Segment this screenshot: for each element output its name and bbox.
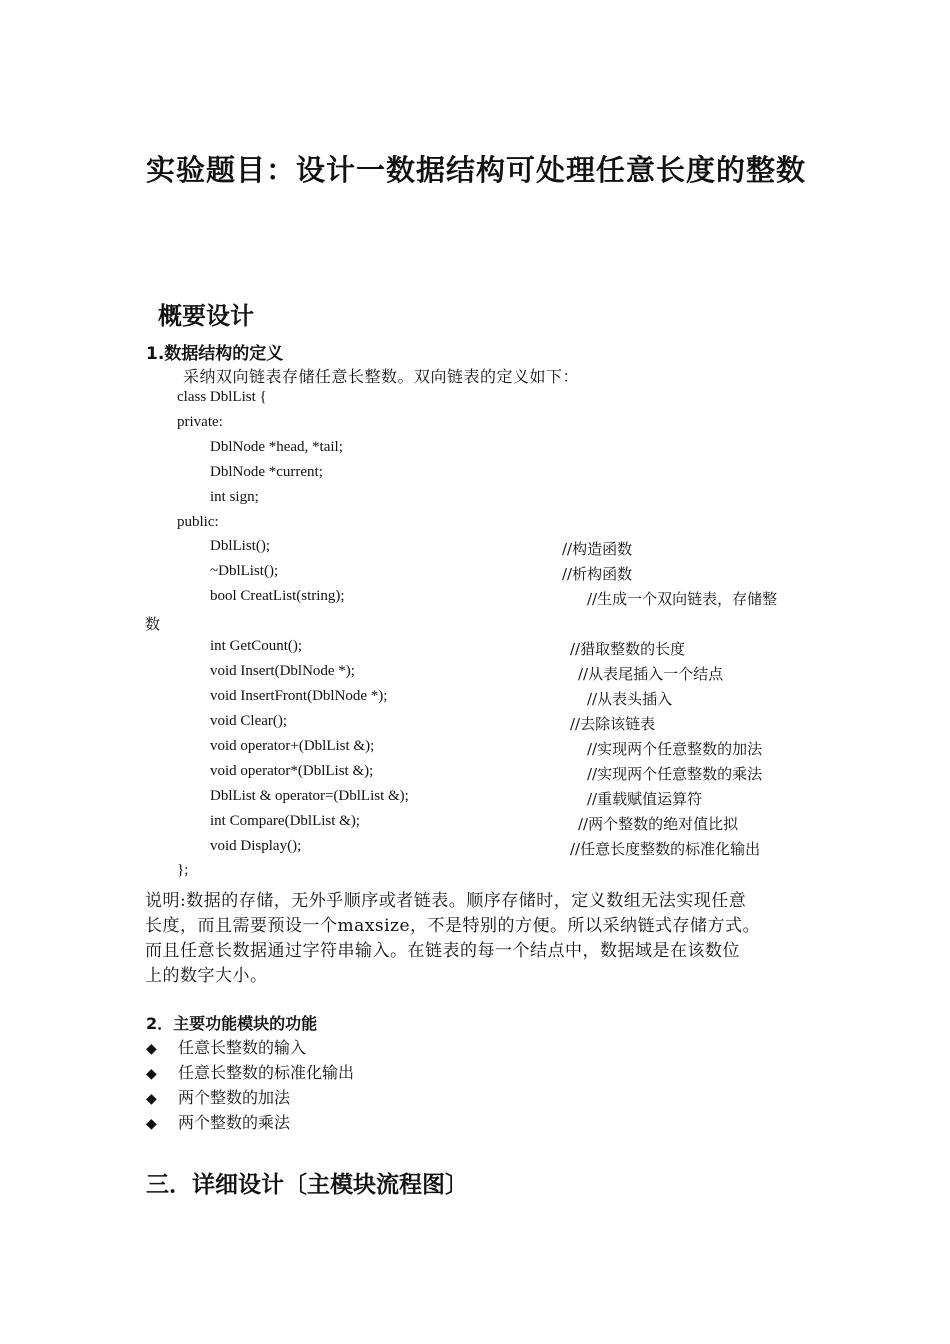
list-item-label: 两个整数的加法: [178, 1088, 291, 1107]
code-comment: //构造函数: [562, 540, 633, 558]
code-line: void Display();: [210, 838, 302, 854]
code-line: void Insert(DblNode *);: [210, 663, 355, 679]
list-item-label: 任意长整数的输入: [178, 1038, 307, 1057]
section1-heading: 1.数据结构的定义: [146, 344, 284, 364]
list-item-label: 两个整数的乘法: [178, 1113, 291, 1132]
code-line: ~DblList();: [210, 563, 279, 579]
code-line-wrap: 数: [145, 615, 161, 633]
code-line: void operator+(DblList &);: [210, 738, 375, 754]
section3-heading: 三．详细设计〔主模块流程图〕: [146, 1172, 468, 1198]
explanation-line: 上的数字大小。: [145, 966, 268, 986]
code-comment: //猎取整数的长度: [570, 640, 686, 658]
code-line: void operator*(DblList &);: [210, 763, 374, 779]
code-line: DblNode *current;: [210, 464, 323, 480]
list-item: [146, 1085, 290, 1108]
document-title: 实验题目：设计一数据结构可处理任意长度的整数: [146, 153, 807, 187]
code-line: public:: [177, 514, 219, 530]
diamond-bullet-icon: ◆: [146, 1116, 157, 1132]
code-comment: //两个整数的绝对值比拟: [578, 815, 739, 833]
code-comment: //实现两个任意整数的乘法: [587, 765, 763, 783]
explanation-line: 长度，而且需要预设一个maxsize，不是特别的方便。所以采纳链式存储方式。: [145, 916, 761, 936]
code-comment: //重载赋值运算符: [587, 790, 703, 808]
code-line: void Clear();: [210, 713, 288, 729]
code-line: };: [177, 862, 189, 878]
code-line: class DblList {: [177, 389, 267, 405]
overview-heading: 概要设计: [158, 302, 254, 330]
code-line: DblList & operator=(DblList &);: [210, 788, 409, 804]
code-line: bool CreatList(string);: [210, 588, 345, 604]
code-line: DblNode *head, *tail;: [210, 439, 343, 455]
code-comment: //从表头插入: [587, 690, 673, 708]
code-line: void InsertFront(DblNode *);: [210, 688, 388, 704]
code-comment: //生成一个双向链表，存储整: [587, 590, 778, 608]
explanation-line: 而且任意长数据通过字符串输入。在链表的每一个结点中，数据域是在该数位: [145, 941, 740, 961]
diamond-bullet-icon: ◆: [146, 1066, 157, 1082]
code-comment: //从表尾插入一个结点: [578, 665, 724, 683]
code-line: int GetCount();: [210, 638, 303, 654]
list-item: [146, 1035, 306, 1058]
code-line: int Compare(DblList &);: [210, 813, 360, 829]
diamond-bullet-icon: ◆: [146, 1091, 157, 1107]
code-comment: //去除该链表: [570, 715, 656, 733]
code-comment: //任意长度整数的标准化输出: [570, 840, 761, 858]
code-comment: //实现两个任意整数的加法: [587, 740, 763, 758]
diamond-bullet-icon: ◆: [146, 1041, 157, 1057]
list-item: [146, 1060, 354, 1083]
list-item: [146, 1110, 290, 1133]
code-line: int sign;: [210, 489, 259, 505]
code-line: private:: [177, 414, 223, 430]
explanation-line: 说明:数据的存储，无外乎顺序或者链表。顺序存储时，定义数组无法实现任意: [145, 891, 747, 911]
code-line: DblList();: [210, 538, 270, 554]
list-item-label: 任意长整数的标准化输出: [178, 1063, 355, 1082]
code-comment: //析构函数: [562, 565, 633, 583]
section2-heading: 2．主要功能模块的功能: [146, 1014, 318, 1033]
section1-intro: 采纳双向链表存储任意长整数。双向链表的定义如下：: [183, 367, 580, 386]
